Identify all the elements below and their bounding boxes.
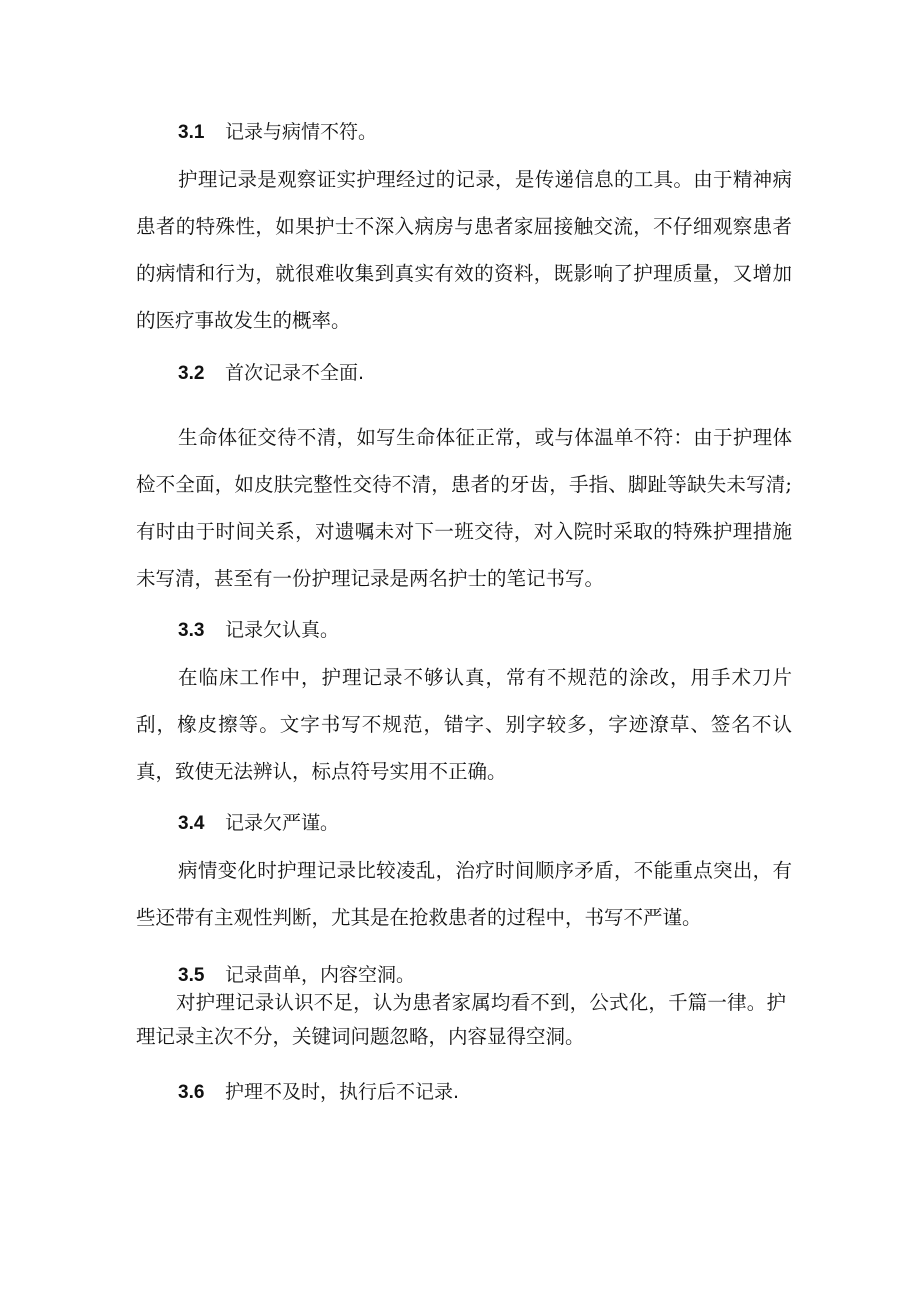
section-number: 3.4 bbox=[178, 813, 205, 834]
section-heading-3-6 bbox=[178, 1079, 459, 1106]
section-heading-3-4 bbox=[178, 810, 339, 837]
section-title: 首次记录不全面. bbox=[225, 362, 365, 384]
section-number: 3.6 bbox=[178, 1082, 205, 1103]
section-number: 3.5 bbox=[178, 965, 205, 986]
section-heading-3-2 bbox=[178, 360, 364, 387]
section-title: 记录茴单，内容空洞。 bbox=[225, 964, 416, 986]
section-title: 记录欠认真。 bbox=[225, 619, 340, 641]
section-title: 护理不及时，执行后不记录. bbox=[225, 1081, 460, 1103]
section-title: 记录与病情不符。 bbox=[225, 121, 378, 143]
section-number: 3.2 bbox=[178, 363, 205, 384]
section-body-3-1: 护理记录是观察证实护理经过的记录，是传递信息的工具。由于精神病患者的特殊性，如果护士不深入病房与患者家屈接触交流，不仔细观察患者的病情和行为，就很难收集到真实有效的资料，既影响了护理质量，又增加的医疗事故发生的概率。 bbox=[136, 168, 792, 332]
section-heading-3-1 bbox=[178, 119, 377, 146]
section-number: 3.3 bbox=[178, 620, 205, 641]
section-heading-3-5 bbox=[178, 962, 415, 989]
section-title: 记录欠严谨。 bbox=[225, 812, 340, 834]
section-number: 3.1 bbox=[178, 122, 205, 143]
section-body-3-4: 病情变化时护理记录比较凌乱，治疗时间顺序矛盾，不能重点突出，有些还带有主观性判断，尤其是在抢救患者的过程中，书写不严谨。 bbox=[136, 859, 792, 929]
section-heading-3-3 bbox=[178, 617, 339, 644]
section-body-3-2: 生命体征交待不清，如写生命体征正常，或与体温单不符：由于护理体检不全面，如皮肤完整性交待不清，患者的牙齿，手指、脚趾等缺失未写清;有时由于时间关系，对遗嘱未对下一班交待，对入院时采取的特殊护理措施未写清，甚至有一份护理记录是两名护士的笔记书写。 bbox=[136, 426, 792, 590]
section-body-3-3: 在临床工作中，护理记录不够认真，常有不规范的涂改，用手术刀片刮，橡皮擦等。文字书写不规范，错字、别字较多，字迹潦草、签名不认真，致使无法辨认，标点符号实用不正确。 bbox=[136, 666, 792, 783]
section-body-3-5: 对护理记录认识不足，认为患者家属均看不到，公式化，千篇一律。护理记录主次不分，关键词问题忽略，内容显得空洞。 bbox=[136, 991, 786, 1048]
